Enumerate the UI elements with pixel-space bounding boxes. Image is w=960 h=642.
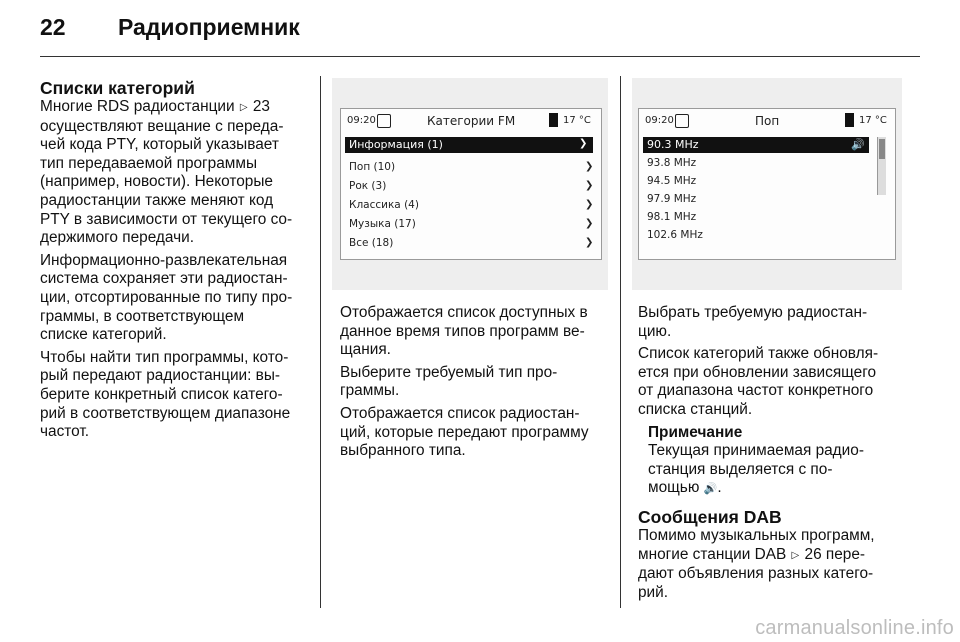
list-item[interactable]: Классика (4) [349,199,419,211]
list-item[interactable]: 97.9 MHz [647,193,697,205]
chevron-right-icon: ❯ [579,138,588,149]
column-divider-2 [620,76,621,608]
list-item[interactable]: Рок (3) [349,180,387,192]
chevron-right-icon: ❯ [585,180,594,191]
watermark: carmanualsonline.info [755,617,954,639]
phone-icon [845,113,854,127]
paragraph: Информационно-развлекательная система сохраняет эти радиостан- ции, отсортированные по типу про- граммы, в соответствующем списке категорий. [40,251,293,344]
column-divider-1 [320,76,321,608]
display-screen [638,108,896,260]
page-title: Радиоприемник [118,14,300,40]
paragraph: Выберите требуемый тип про- граммы. [340,363,558,400]
list-item-selected[interactable]: Информация (1) ❯ [345,137,593,153]
speaker-icon: 🔊 [851,138,865,151]
header-divider [40,56,920,57]
chevron-right-icon: ❯ [585,199,594,210]
screen-image-fm-categories [332,78,608,290]
clock-time: 09:20 [645,115,674,126]
page-ref-icon: ▷ [791,549,800,561]
scrollbar[interactable] [877,137,886,195]
chevron-right-icon: ❯ [585,237,594,248]
paragraph: Отображается список радиостан- ций, которые передают программу выбранного типа. [340,404,589,460]
chevron-right-icon: ❯ [585,218,594,229]
screen-image-station-list [632,78,902,290]
note-heading: Примечание [648,423,743,441]
column-1 [40,78,312,446]
column-2 [340,304,612,465]
list-item[interactable]: Поп (10) [349,161,396,173]
paragraph: Помимо музыкальных программ, многие станции DAB ▷ 26 пере- дают объявления разных катего- рий. [638,526,875,601]
paragraph: Чтобы найти тип программы, кото- рый передают радиостанции: вы- берите конкретный список катего- рий в соответствующем диапазоне частот. [40,348,291,441]
clock-icon [377,114,391,128]
temperature: 17 °C [859,115,887,126]
chevron-right-icon: ❯ [585,161,594,172]
screen-title: Поп [755,114,780,128]
section-heading-categories: Списки категорий [40,78,195,98]
scroll-thumb[interactable] [879,139,885,159]
paragraph: Выбрать требуемую радиостан- цию. [638,304,868,340]
list-item[interactable]: Все (18) [349,237,394,249]
screen-title: Категории FM [427,114,516,128]
list-item[interactable]: 102.6 MHz [647,229,703,241]
column-3 [638,304,910,606]
paragraph: Многие RDS радиостанции ▷ 23 осуществляют вещание с переда- чей кода PTY, который указывает тип передаваемой программы (например, новости). Некоторые радиостанции также меняют код PTY в зависимости от текущего со- держимого передачи. [40,98,293,247]
note-block: Примечание Текущая принимаемая радио- станция выделяется с по- мощью 🔊. [648,424,910,499]
list-item[interactable]: 98.1 MHz [647,211,697,223]
phone-icon [549,113,558,127]
section-heading-dab: Сообщения DAB [638,506,782,527]
paragraph: Отображается список доступных в данное время типов программ ве- щания. [340,304,588,359]
display-screen [340,108,602,260]
temperature: 17 °C [563,115,591,126]
page-ref-icon: ▷ [239,102,248,113]
list-item-selected[interactable]: 90.3 MHz 🔊 [643,137,869,153]
list-item[interactable]: 93.8 MHz [647,157,697,169]
list-item[interactable]: 94.5 MHz [647,175,697,187]
speaker-icon: 🔊 [703,483,718,496]
page-number: 22 [40,14,66,40]
clock-icon [675,114,689,128]
paragraph: Список категорий также обновля- ется при обновлении зависящего от диапазона частот конкретного списка станций. [638,345,879,418]
clock-time: 09:20 [347,115,376,126]
list-item[interactable]: Музыка (17) [349,218,416,230]
